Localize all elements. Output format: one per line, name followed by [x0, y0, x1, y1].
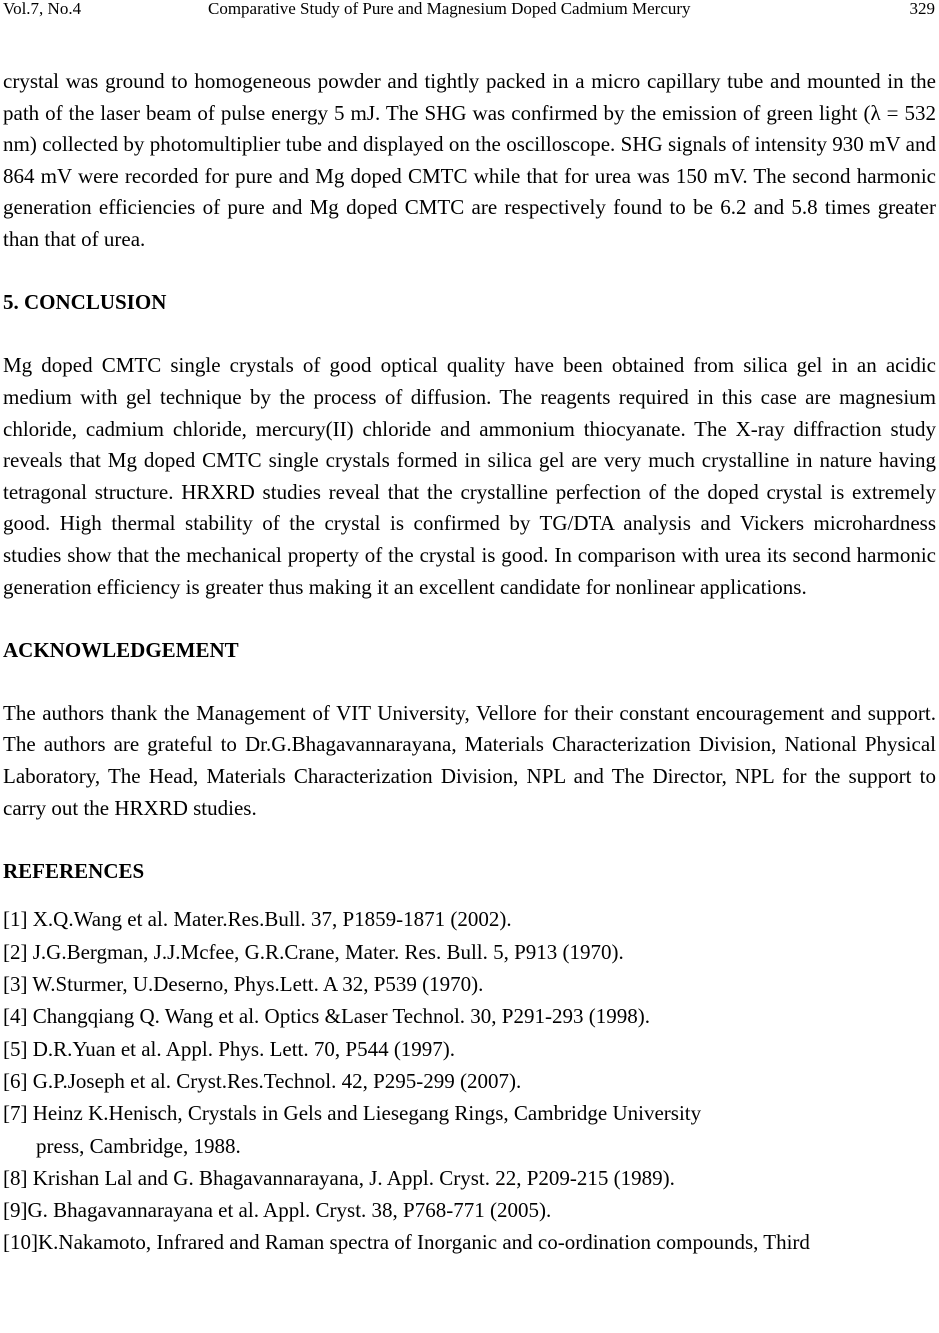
reference-item: [10]K.Nakamoto, Infrared and Raman spectra of Inorganic and co-ordination compounds, Third: [3, 1230, 810, 1255]
intro-paragraph: crystal was ground to homogeneous powder and tightly packed in a micro capillary tube and mounted in the path of the laser beam of pulse energy 5 mJ. The SHG was confirmed by the emission of green light (λ = 532 nm) collected by photomultiplier tube and displayed on the oscilloscope. SHG signals of intensity 930 mV and 864 mV were recorded for pure and Mg doped CMTC while that for urea was 150 mV. The second harmonic generation efficiencies of pure and Mg doped CMTC are respectively found to be 6.2 and 5.8 times greater than that of urea.: [3, 69, 936, 251]
reference-item: [8] Krishan Lal and G. Bhagavannarayana, J. Appl. Cryst. 22, P209-215 (1989).: [3, 1165, 675, 1190]
acknowledgement-paragraph: The authors thank the Management of VIT University, Vellore for their constant encouragement and support. The authors are grateful to Dr.G.Bhagavannarayana, Materials Characterization Division, National Physical Laboratory, The Head, Materials Characterization Division, NPL and The Director, NPL for the support to carry out the HRXRD studies.: [3, 700, 936, 820]
reference-item-7-text: [7] Heinz K.Henisch, Crystals in Gels and Liesegang Rings, Cambridge University: [3, 1101, 702, 1126]
page-number: 329: [909, 0, 935, 18]
reference-item: [1] X.Q.Wang et al. Mater.Res.Bull. 37, P1859-1871 (2002).: [3, 907, 512, 932]
reference-list: [3, 903, 936, 1258]
page-body: [3, 66, 936, 1259]
journal-volume: Vol.7, No.4: [3, 0, 82, 18]
reference-item: [6] G.P.Joseph et al. Cryst.Res.Technol. 42, P295-299 (2007).: [3, 1068, 522, 1093]
reference-item: [4] Changqiang Q. Wang et al. Optics &Laser Technol. 30, P291-293 (1998).: [3, 1004, 650, 1029]
reference-item: [9]G. Bhagavannarayana et al. Appl. Cryst. 38, P768-771 (2005).: [3, 1198, 552, 1223]
conclusion-paragraph: Mg doped CMTC single crystals of good optical quality have been obtained from silica gel in an acidic medium with gel technique by the process of diffusion. The reagents required in this case are magnesium chloride, cadmium chloride, mercury(II) chloride and ammonium thiocyanate. The X-ray diffraction study reveals that Mg doped CMTC single crystals formed in silica gel are very much crystalline in nature having tetragonal structure. HRXRD studies reveal that the crystalline perfection of the doped crystal is extremely good. High thermal stability of the crystal is confirmed by TG/DTA analysis and Vickers microhardness studies show that the mechanical property of the crystal is good. In comparison with urea its second harmonic generation efficiency is greater thus making it an excellent candidate for nonlinear applications.: [3, 353, 936, 599]
running-header: [3, 0, 935, 20]
reference-item: [2] J.G.Bergman, J.J.Mcfee, G.R.Crane, Mater. Res. Bull. 5, P913 (1970).: [3, 939, 624, 964]
references-heading: REFERENCES: [3, 858, 145, 883]
reference-item: [3] W.Sturmer, U.Deserno, Phys.Lett. A 32, P539 (1970).: [3, 972, 484, 997]
reference-item-7-continuation: press, Cambridge, 1988.: [36, 1133, 241, 1158]
acknowledgement-heading: ACKNOWLEDGEMENT: [3, 637, 239, 662]
reference-item-7: [3, 1097, 936, 1162]
reference-item: [5] D.R.Yuan et al. Appl. Phys. Lett. 70, P544 (1997).: [3, 1036, 456, 1061]
conclusion-heading: 5. CONCLUSION: [3, 290, 167, 315]
running-title: Comparative Study of Pure and Magnesium Doped Cadmium Mercury: [208, 0, 691, 18]
